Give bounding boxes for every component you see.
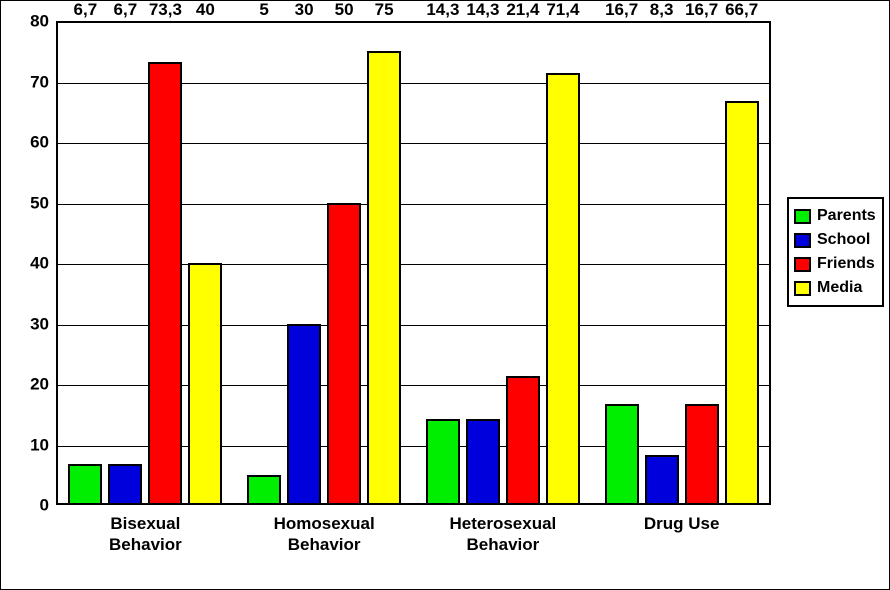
bar[interactable]	[506, 0, 540, 505]
legend-label: Media	[817, 279, 863, 296]
x-axis-category-line: Behavior	[287, 535, 361, 555]
bar-slot	[327, 0, 361, 505]
bar-slot	[108, 0, 142, 505]
bar-value-label: 73,3	[148, 0, 182, 19]
bar[interactable]	[426, 0, 460, 506]
bar[interactable]	[68, 0, 102, 505]
x-axis-category-label	[414, 513, 593, 556]
bar-slot	[466, 0, 500, 505]
x-axis-category-line: Drug Use	[643, 514, 720, 533]
bar[interactable]	[287, 0, 321, 506]
y-tick-label: 20	[30, 374, 49, 394]
x-axis-category-label	[592, 513, 771, 556]
bar-value-label: 6,7	[113, 0, 138, 19]
bar-group	[235, 0, 414, 505]
legend-label: Parents	[817, 207, 876, 224]
y-tick-label: 10	[30, 435, 49, 454]
bar-slot	[605, 0, 639, 505]
x-axis-labels	[56, 513, 771, 556]
bar[interactable]	[685, 0, 719, 505]
bar-value-label: 14,3	[466, 0, 500, 19]
legend-label: Friends	[817, 255, 875, 272]
bar-groups	[56, 0, 771, 505]
x-axis-category-line: Heterosexual	[449, 514, 557, 533]
x-axis-category-label	[235, 513, 414, 556]
x-axis-category-line: Bisexual	[110, 514, 181, 533]
bar-slot	[148, 0, 182, 505]
legend-label: School	[817, 231, 871, 248]
bar-value-label: 30	[294, 0, 314, 19]
bar-slot	[188, 0, 222, 505]
bar-value-label: 50	[334, 0, 354, 19]
y-tick-label: 40	[30, 253, 49, 273]
bar[interactable]	[247, 0, 281, 505]
bar-value-label: 5	[259, 0, 269, 19]
bar-group	[414, 0, 593, 505]
bar-slot	[725, 0, 759, 505]
bar-slot	[367, 0, 401, 505]
bar-value-label: 66,7	[725, 0, 759, 19]
bar[interactable]	[645, 0, 679, 505]
bar-value-label: 6,7	[73, 0, 98, 19]
bar-value-label: 8,3	[649, 0, 674, 19]
bar[interactable]	[188, 0, 222, 505]
bar[interactable]	[605, 0, 639, 505]
bar-slot	[645, 0, 679, 505]
y-axis	[1, 11, 49, 515]
x-axis-category-line: Behavior	[466, 535, 540, 555]
bar-slot	[506, 0, 540, 505]
legend-swatch-icon	[794, 209, 811, 224]
legend-swatch-icon	[794, 233, 811, 248]
legend	[787, 197, 884, 307]
x-axis-category-line: Behavior	[109, 535, 182, 555]
bar[interactable]	[148, 0, 182, 505]
bar-group	[592, 0, 771, 505]
bar-value-label: 14,3	[426, 0, 460, 19]
legend-item[interactable]	[794, 252, 876, 276]
bar-slot	[685, 0, 719, 505]
y-tick-label: 80	[30, 11, 49, 31]
bar-slot	[287, 0, 321, 505]
y-tick-label: 0	[39, 495, 49, 515]
x-axis-category-label	[56, 513, 235, 556]
bar[interactable]	[546, 0, 580, 505]
bar[interactable]	[367, 0, 401, 505]
bar-slot	[426, 0, 460, 505]
y-tick-label: 70	[30, 72, 49, 91]
legend-item[interactable]	[794, 204, 876, 228]
bar-value-label: 21,4	[506, 0, 540, 19]
legend-swatch-icon	[794, 281, 811, 296]
bar-value-label: 75	[374, 0, 394, 19]
bar[interactable]	[725, 0, 759, 505]
bar[interactable]	[327, 0, 361, 506]
bar[interactable]	[108, 0, 142, 505]
x-axis-category-line: Homosexual	[273, 514, 375, 533]
bar-value-label: 40	[195, 0, 215, 19]
legend-swatch-icon	[794, 257, 811, 272]
y-tick-label: 30	[30, 314, 49, 333]
bar-value-label: 16,7	[685, 0, 719, 19]
y-tick-label: 60	[30, 132, 49, 152]
bar-value-label: 16,7	[605, 0, 639, 19]
bar-slot	[68, 0, 102, 505]
bar-slot	[546, 0, 580, 505]
legend-item[interactable]	[794, 228, 876, 252]
bar-value-label: 71,4	[546, 0, 580, 19]
y-tick-label: 50	[30, 193, 49, 212]
bar-slot	[247, 0, 281, 505]
bar-group	[56, 0, 235, 505]
legend-item[interactable]	[794, 276, 876, 300]
bar[interactable]	[466, 0, 500, 506]
